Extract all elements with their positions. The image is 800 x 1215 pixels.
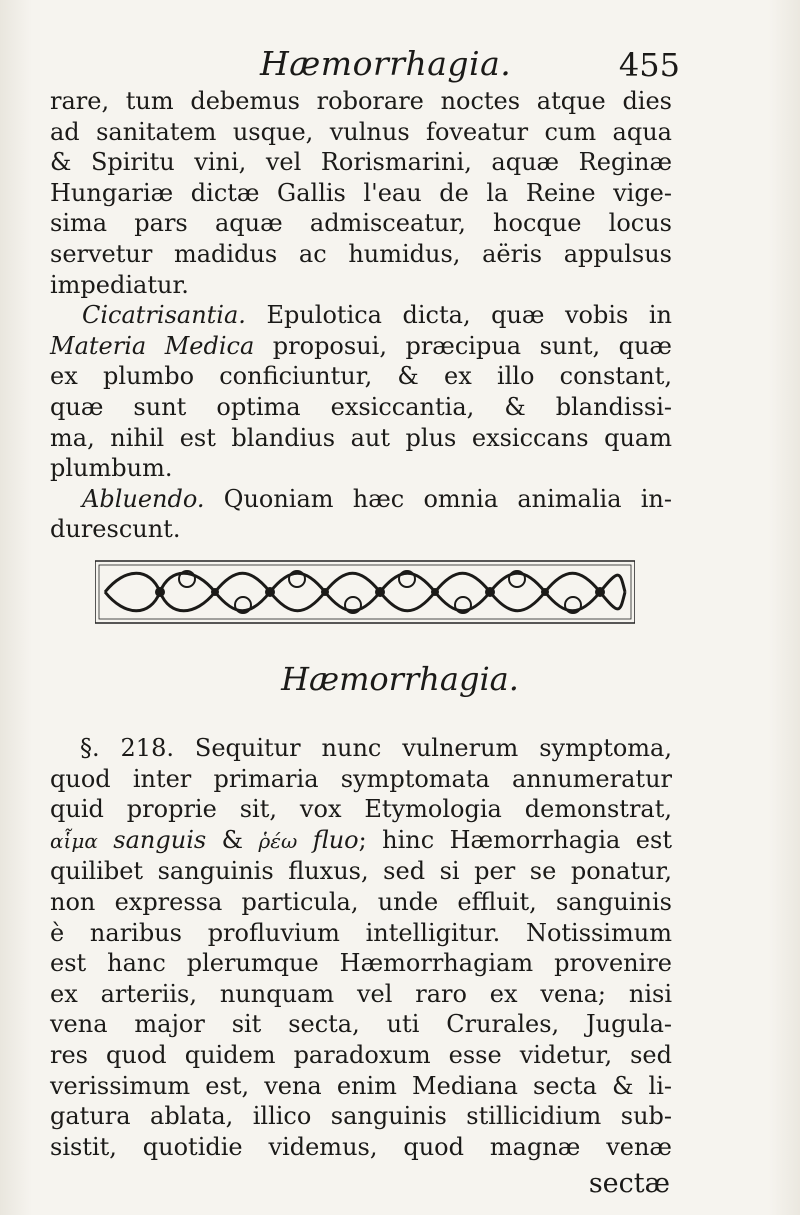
text-line: rare, tum debemus roborare noctes atque dies	[50, 87, 672, 115]
section-paragraph	[50, 733, 672, 1162]
cicatrisantia-label: Cicatrisantia.	[82, 301, 246, 330]
text-line: & Spiritu vini, vel Rorismarini, aquæ Reginæ	[50, 148, 672, 177]
text-line: quod inter primaria symptomata annumeratur	[50, 764, 672, 793]
section-number: §. 218.	[80, 734, 174, 762]
text-fragment: proposui, præcipua sunt, quæ	[272, 331, 672, 360]
text-line: Hungariæ dictæ Gallis l'eau de la Reine vige-	[50, 178, 672, 207]
text-line: quid proprie sit, vox Etymologia demonstrat,	[50, 795, 672, 824]
ampersand: &	[221, 825, 244, 854]
page-header	[60, 36, 680, 86]
materia-medica: Materia Medica	[50, 331, 255, 360]
text-line: ex plumbo conficiuntur, & ex illo constant,	[50, 362, 672, 391]
top-paragraph	[50, 86, 672, 545]
text-line: impediatur.	[50, 270, 189, 299]
text-fragment: Sequitur nunc vulnerum symptoma,	[194, 734, 672, 762]
abluendo-text: Quoniam hæc omnia animalia in-	[223, 484, 673, 513]
text-line: servetur madidus ac humidus, aëris appulsus	[50, 239, 672, 268]
latin-word: fluo	[312, 825, 359, 854]
section-title: Hæmorrhagia.	[281, 660, 519, 698]
decorative-ornament-icon	[95, 557, 635, 627]
text-line: sistit, quotidie videmus, quod magnæ venæ	[50, 1132, 672, 1161]
text-line: vena major sit secta, uti Crurales, Jugula-	[50, 1010, 672, 1039]
text-line: quilibet sanguinis fluxus, sed si per se ponatur,	[50, 857, 672, 886]
greek-word: ῥέω	[258, 828, 298, 853]
running-title: Hæmorrhagia.	[260, 44, 512, 83]
catchword: sectæ	[588, 1168, 670, 1199]
cicatrisantia-text: Epulotica dicta, quæ vobis in	[266, 301, 672, 330]
text-line: durescunt.	[50, 515, 181, 544]
text-line: sima pars aquæ admisceatur, hocque locus	[50, 209, 672, 238]
abluendo-label: Abluendo.	[82, 484, 205, 513]
cicatrisantia-line	[50, 300, 672, 331]
abluendo-line	[50, 484, 672, 515]
text-line: gatura ablata, illico sanguinis stillicidium sub-	[50, 1102, 672, 1131]
text-line: non expressa particula, unde effluit, sanguinis	[50, 887, 672, 916]
text-line: ex arteriis, nunquam vel raro ex vena; nisi	[50, 979, 672, 1008]
text-line: è naribus profluvium intelligitur. Notissimum	[50, 918, 672, 947]
text-line: ad sanitatem usque, vulnus foveatur cum aqua	[50, 117, 672, 146]
text-fragment: ; hinc Hæmorrhagia est	[358, 825, 672, 854]
greek-word: αἷμα	[50, 828, 98, 853]
text-line: res quod quidem paradoxum esse videtur, sed	[50, 1040, 672, 1069]
text-line: quæ sunt optima exsiccantia, & blandissi-	[50, 392, 672, 421]
text-line: plumbum.	[50, 454, 173, 483]
text-line	[50, 825, 672, 857]
text-line: ma, nihil est blandius aut plus exsiccans quam	[50, 423, 672, 452]
text-line: est hanc plerumque Hæmorrhagiam provenire	[50, 949, 672, 978]
section-first-line	[50, 733, 672, 764]
page-number: 455	[618, 46, 680, 84]
latin-word: sanguis	[113, 825, 207, 854]
text-line	[50, 331, 672, 362]
text-line: verissimum est, vena enim Mediana secta & li-	[50, 1071, 672, 1100]
